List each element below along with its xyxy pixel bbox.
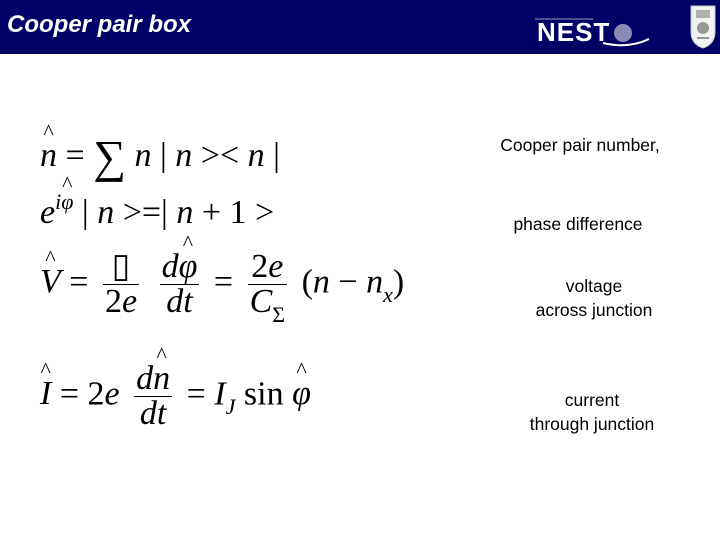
equation-voltage: V ^ = $\frac{▯}{2e}$ $\frac{d\varphi \^{}}{dt}$ = $\frac{2e}{C_\Sigma}$ $(n - n_x)$	[40, 250, 404, 319]
equation-current: I ^ = 2e $\frac{dn \^{}}{dt}$ = $I_J$ sin φ ^	[40, 362, 311, 431]
slide-title: Cooper pair box	[7, 11, 192, 38]
nest-logo	[533, 13, 651, 49]
nest-logo-text: NEST	[537, 17, 611, 47]
description-line: voltage	[565, 276, 623, 296]
description-phase-difference	[468, 212, 688, 236]
description-voltage	[484, 274, 704, 322]
description-text: Cooper pair number,	[500, 135, 660, 155]
description-line: across junction	[535, 300, 653, 320]
description-current	[482, 388, 702, 436]
header-bar	[0, 0, 720, 54]
crest-icon	[688, 2, 718, 50]
description-line: current	[564, 390, 620, 410]
description-text: phase difference	[513, 214, 643, 234]
description-line: through junction	[529, 414, 655, 434]
equation-number-operator: n ^ = ∑ n | n >< n |	[40, 128, 280, 174]
equation-phase-operator: $e^{i\varphi}$ ^ | n >=| n + 1 >	[40, 196, 274, 230]
description-cooper-pair-number	[470, 133, 690, 157]
